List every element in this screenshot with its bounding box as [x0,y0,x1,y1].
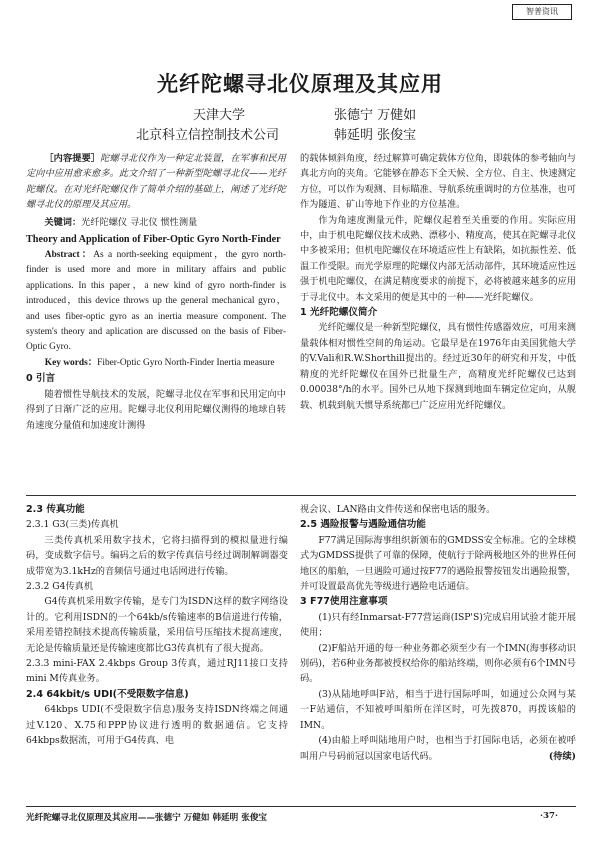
section-divider [26,495,576,496]
affiliation-1: 天津大学 [193,108,246,123]
paragraph: G4传真机采用数字传输，是专门为ISDN这样的数字网络设计的。它利用ISDN的一个64kb/s传输速率的B信道进行传输，采用差错控制技术提高传输质量，采用信号压缩技术提高速度，无论是传输质量还是传输速度都比G3传真机有了很大提高。 [26,596,288,654]
list-item [300,733,576,764]
list-item: (3)从陆地呼叫F站，相当于进行国际呼叫，如通过公众网与某一F站通信，不知被呼叫船所在洋区时，可先拨870，再拨该船的IMN。 [300,688,576,731]
top-right-column [300,151,576,413]
intro-paragraph: 随着惯性导航技术的发展，陀螺寻北仪在军事和民用定向中得到了日渐广泛的应用。陀螺寻北仪利用陀螺仪测得的地球自转角速度分量值和加速度计测得 [26,388,286,431]
paragraph: 作为角速度测量元件，陀螺仪起着至关重要的作用。实际应用中，由于机电陀螺仪技术成熟、漂移小、精度高，使其在陀螺寻北仪中多被采用；但机电陀螺仪在环境适应性上有缺陷，如抗振性差、低温工作受限。而光学原理的陀螺仪内部无活动部件，其环境适应性远强于机电陀螺仪，在满足精度要求的前提下，必将被越来越多的应用于寻北仪中。本文采用的便是其中的一种——光纤陀螺仪。 [300,214,576,303]
paragraph: 64kbps UDI(不受限数字信息)服务支持ISDN终端之间通过V.120、X.75和PPP协议进行透明的数据通信。它支持64kbps数据流，可用于G4传真、电 [26,704,288,747]
subsection-heading-2-3-2: 2.3.2 G4传真机 [26,581,94,593]
abstract-en-label: Abstract： [44,250,94,261]
paragraph: 三类传真机采用数字技术，它将扫描得到的模拟量进行编码，变成数字信号。编码之后的数字传真信号经过调制解调器变成带宽为3.1kHz的音频信号通过电话网进行传输。 [26,534,288,577]
paragraph: 的载体倾斜角度，经过解算可确定载体方位角，即载体的参考轴向与真北方向的夹角。它能够在静态下全天候、全方位、自主、快速测定方位，可以作为观测、目标瞄准、导航系统重调时的方位基准，也可作为隧道、矿山等地下作业的方位基准。 [300,153,576,211]
author-names-2: 韩延明 张俊宝 [334,128,417,143]
subsection-heading-2-3-1: 2.3.1 G3(三类)传真机 [26,519,119,531]
paragraph: F77满足国际海事组织新颁布的GMDSS安全标准。它的全球模式为GMDSS提供了可靠的保障，使航行于除两极地区外的世界任何地区的船舶，一旦遇险可通过按F77的遇险报警按钮发出遇险报警，并可设置最高优先等级进行遇险电话通信。 [300,534,576,593]
page-number: ·37· [540,811,558,821]
footer-rule [26,806,576,807]
section-heading-1: 1 光纤陀螺仪简介 [300,307,378,319]
paragraph: 2.3.3 mini-FAX 2.4kbps Group 3传真，通过RJ11接口支持mini M传真业务。 [26,658,288,685]
list-item: (2)F船站开通的每一种业务都必须至少有一个IMN(海事移动识别码)，若6种业务都被授权给你的船站终端，则你必须有6个IMN号码。 [300,642,576,685]
abstract-cn-label: ［内容提要］ [44,153,101,164]
abstract-en-text: As a north-seeking equipment，the gyro north-finder is used more and more in military affairs and public applications. In this paper，a new kind of gyro north-finder is introduced，this device throws up the general mechanical gyro，and uses fiber-optic gyro as an inertia measure component. The system's theory and aplication are discussed on the basis of Fiber-Optic Gyro. [26,250,286,353]
section-heading-3: 3 F77使用注意事项 [300,596,388,608]
journal-badge: 智普资讯 [512,4,572,20]
list-item: (1)只有经Inmarsat-F77营运商(ISP'S)完成启用试验才能开展使用； [300,611,576,639]
keywords-cn-text: 光纤陀螺仪 寻北仪 惯性测量 [81,216,198,228]
abstract-cn-text: 陀螺寻北仪作为一种定北装置，在军事和民用定向中应用愈来愈多。此文介绍了一种新型陀螺寻北仪——光纤陀螺仪。在对光纤陀螺仪作了简单介绍的基础上，阐述了光纤陀螺寻北仪的原理及其应用。 [26,153,286,211]
to-be-continued: (待续) [548,750,576,762]
abstract-en [26,248,286,356]
section-heading-2-4: 2.4 64kbit/s UDI(不受限数字信息) [26,688,189,700]
bottom-right-column [300,502,576,764]
keywords-en-text: Fiber-Optic Gyro North-Finder Inertia measure [97,357,275,368]
article-title: 光纤陀螺寻北仪原理及其应用 [157,72,443,96]
top-left-column [26,151,286,433]
keywords-cn-label: 关键词： [44,216,82,228]
affiliation-2: 北京科立信控制技术公司 [136,128,280,143]
english-title: Theory and Application of Fiber-Optic Gyro North-Finder [26,234,281,246]
abstract-cn [26,151,286,213]
paragraph: 视会议、LAN路由文件传送和保密电话的服务。 [300,504,496,515]
keywords-en [26,356,286,371]
author-names-1: 张德宁 万健如 [334,108,417,123]
footer-citation: 光纤陀螺寻北仪原理及其应用——张德宁 万健如 韩延明 张俊宝 [26,813,268,823]
section-heading-intro: 0 引言 [26,373,56,385]
section-heading-2-3: 2.3 传真功能 [26,504,85,515]
bottom-left-column [26,502,288,749]
keywords-en-label: Key words： [44,357,98,368]
section-heading-2-5: 2.5 遇险报警与遇险通信功能 [300,519,426,531]
paragraph: 光纤陀螺仪是一种新型陀螺仪，具有惯性传感器效应，可用来测量载体相对惯性空间的角运动。它最早是在1976年由美国犹他大学的V.Vali和R.W.Shorthill提出的。经过近30年的研究和开发，中低精度的光纤陀螺仪在国外已批量生产，高精度光纤陀螺仪已达到0.00038°/h的水平。国外已从地下探测到地面车辆定位定向，从舰载、机载到航天惯导系统都已广泛应用光纤陀螺仪。 [300,322,576,411]
keywords-cn [26,215,286,230]
list-item-text: (4)由船上呼叫陆地用户时，也相当于打国际电话，必须在被呼叫用户号码前冠以国家电话代码。 [300,735,576,762]
